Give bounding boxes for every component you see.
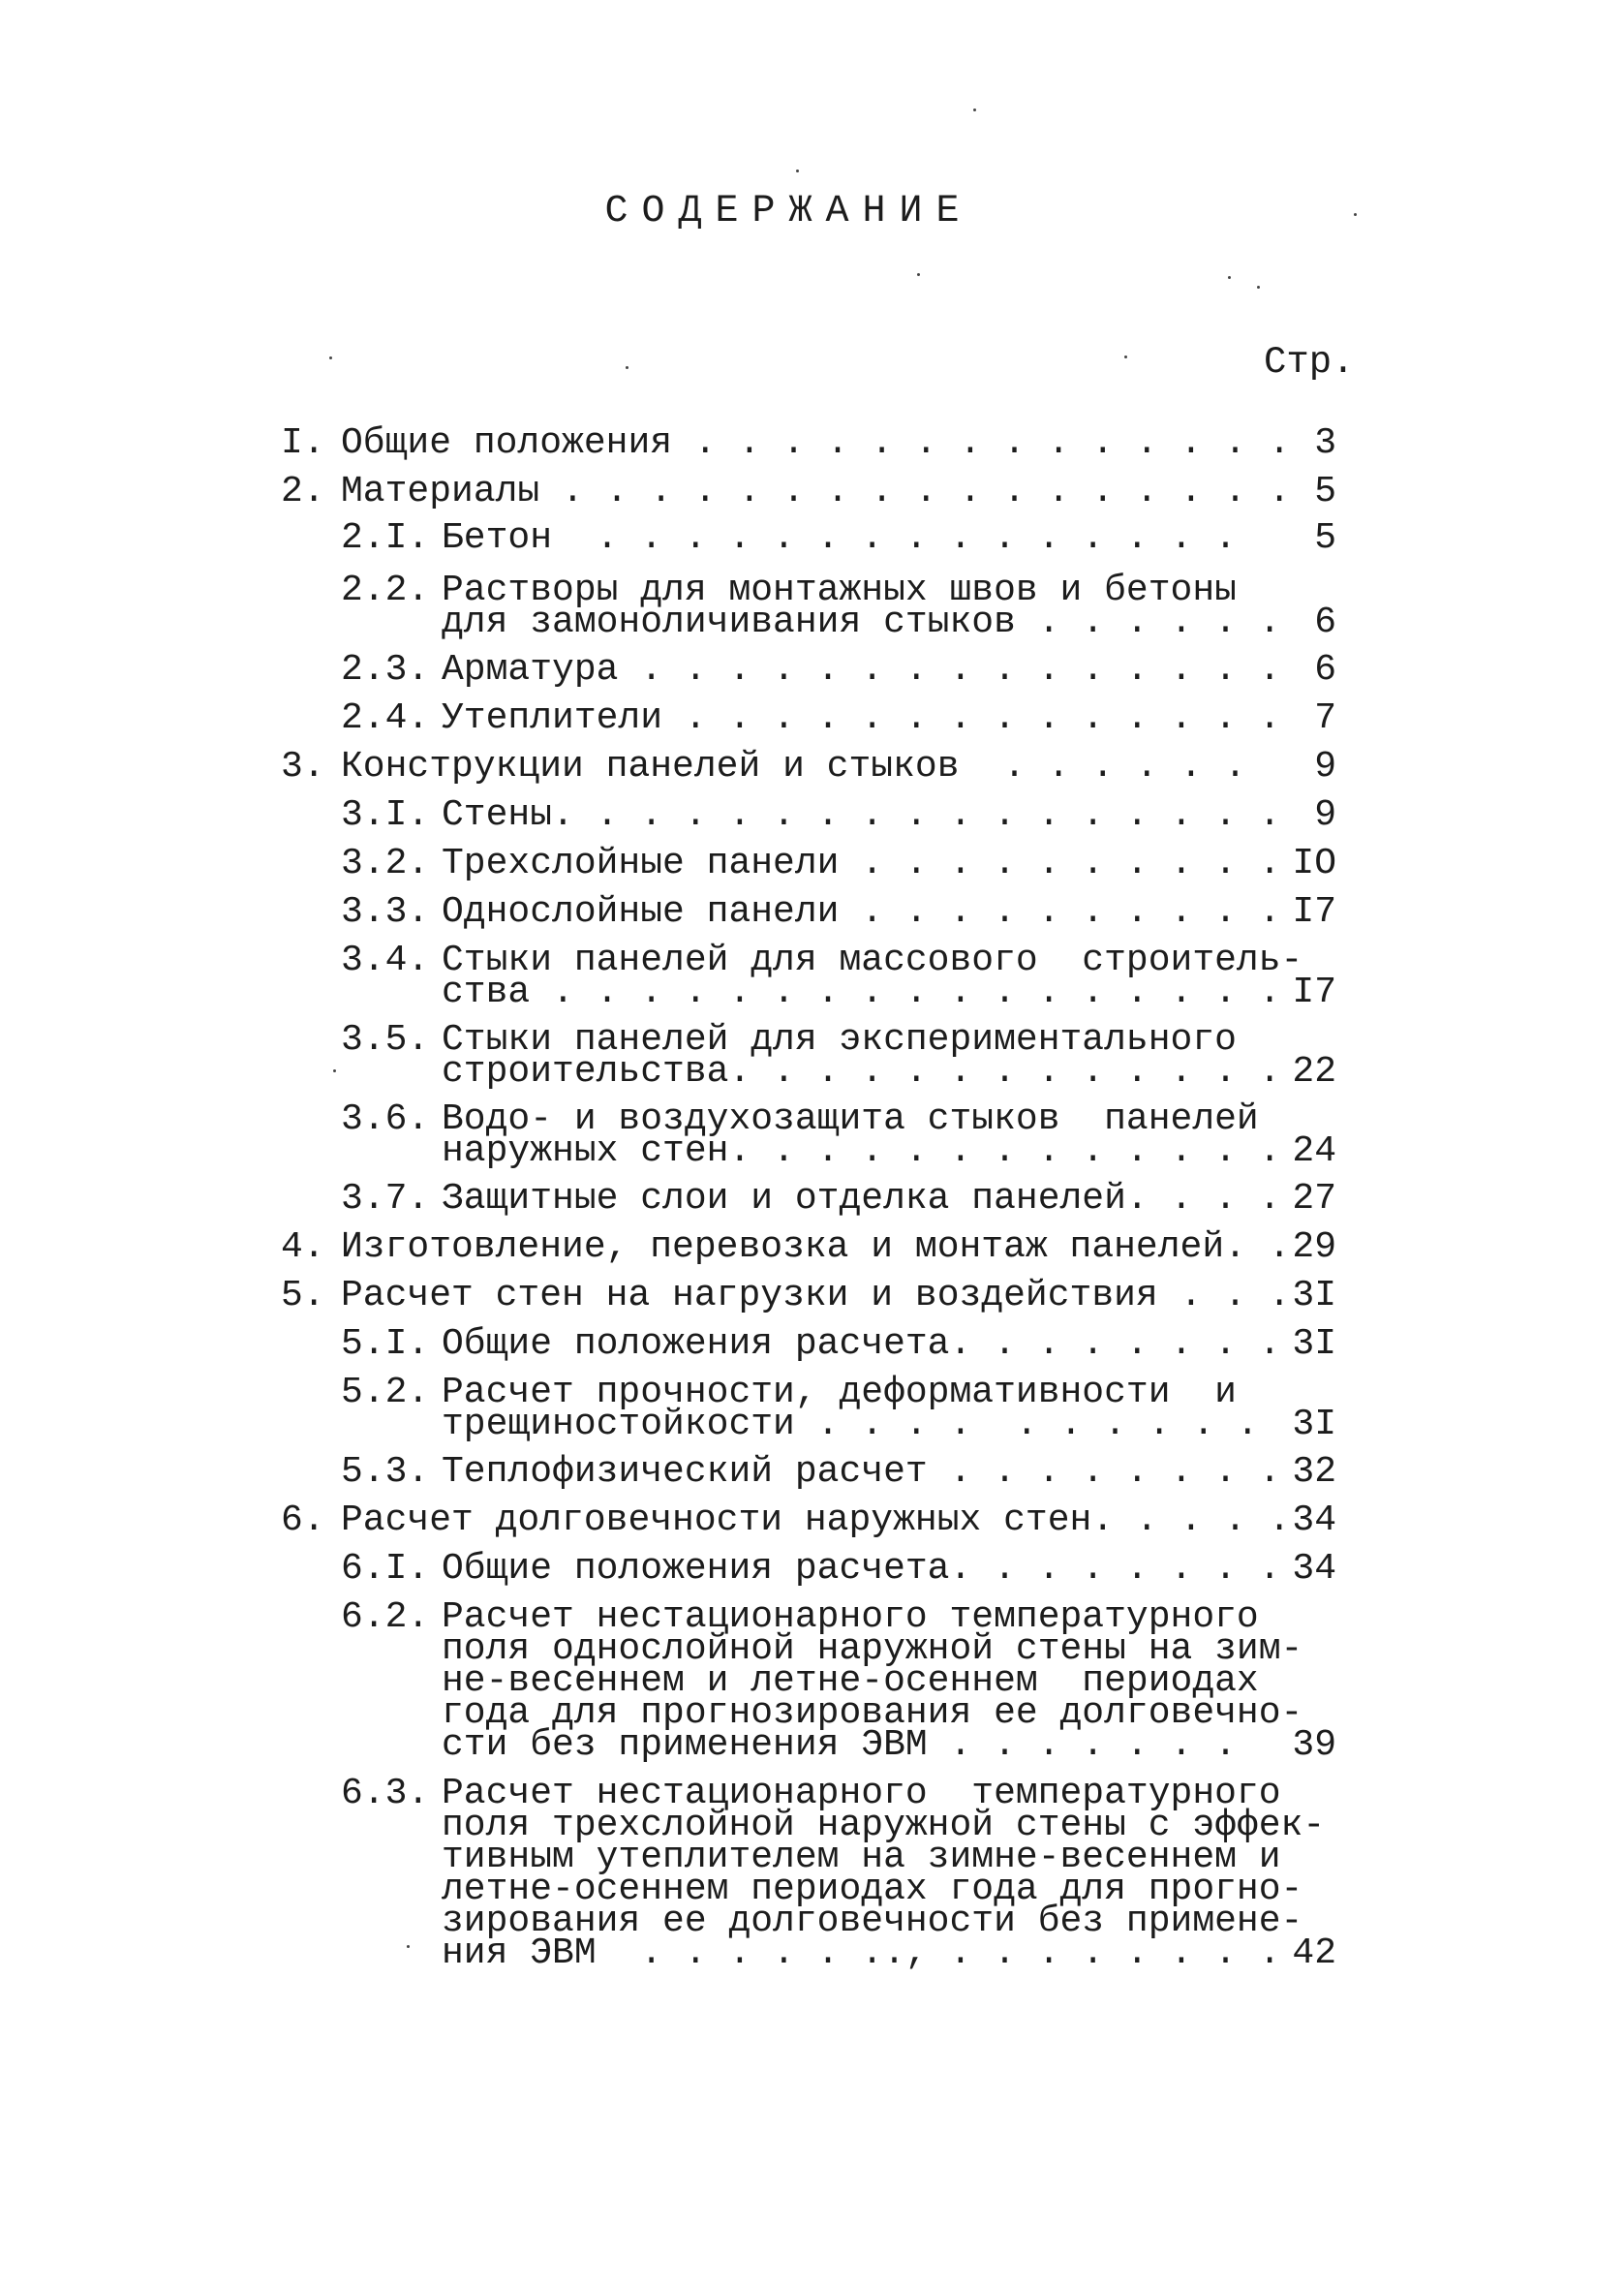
scan-speck <box>1354 213 1357 216</box>
toc-entry-page: 3I <box>1292 1275 1336 1316</box>
toc-entry-title-line: Теплофизический расчет . . . . . . . . <box>442 1451 1281 1493</box>
toc-entry-number: 5.I. <box>341 1323 430 1365</box>
toc-entry-number: 6.2. <box>341 1596 430 1638</box>
toc-entry-title-line: Общие положения . . . . . . . . . . . . . . <box>341 422 1291 464</box>
toc-entry-page: 3I <box>1292 1404 1336 1445</box>
toc-entry-title-line: не-весеннем и летне-осеннем периодах <box>442 1660 1259 1702</box>
toc-entry-title-line: Изготовление, перевозка и монтаж панелей. . <box>341 1226 1291 1268</box>
toc-entry-number: I. <box>281 422 325 464</box>
toc-entry-number: 6.I. <box>341 1548 430 1590</box>
toc-entry-number: 2.2. <box>341 570 430 611</box>
toc-entry-title-line: Растворы для монтажных швов и бетоны <box>442 570 1237 611</box>
scan-speck <box>333 1069 336 1072</box>
toc-entry-title-line: ства . . . . . . . . . . . . . . . . . <box>442 972 1281 1013</box>
toc-entry-page: I7 <box>1292 891 1336 933</box>
toc-entry-page: 6 <box>1314 602 1336 643</box>
toc-entry-page: 34 <box>1292 1548 1336 1590</box>
scan-speck <box>1124 356 1127 358</box>
toc-entry-page: 22 <box>1292 1051 1336 1093</box>
toc-entry-number: 2.4. <box>341 697 430 739</box>
toc-entry-title-line: Водо- и воздухозащита стыков панелей <box>442 1098 1259 1140</box>
toc-entry-number: 5. <box>281 1275 325 1316</box>
toc-entry-title-line: Расчет долговечности наружных стен. . . . . <box>341 1500 1291 1541</box>
toc-entry-page: 24 <box>1292 1130 1336 1172</box>
toc-entry-title-line: Общие положения расчета. . . . . . . . <box>442 1548 1281 1590</box>
scan-speck <box>917 273 920 276</box>
toc-entry-number: 3. <box>281 746 325 788</box>
toc-entry-page: 5 <box>1314 517 1336 559</box>
toc-entry-page: 42 <box>1292 1932 1336 1974</box>
toc-entry-page: 9 <box>1314 794 1336 836</box>
scan-speck <box>626 366 628 369</box>
scan-speck <box>1228 276 1231 279</box>
toc-entry-title-line: Расчет стен на нагрузки и воздействия . . . <box>341 1275 1291 1316</box>
toc-entry-title-line: Материалы . . . . . . . . . . . . . . . . . <box>341 471 1291 512</box>
toc-entry-title-line: поля трехслойной наружной стены с эффек- <box>442 1805 1326 1846</box>
toc-entry-number: 3.I. <box>341 794 430 836</box>
toc-entry-page: 32 <box>1292 1451 1336 1493</box>
toc-entry-title-line: Однослойные панели . . . . . . . . . . <box>442 891 1281 933</box>
toc-entry-title-line: Стыки панелей для экспериментального <box>442 1019 1237 1061</box>
toc-entry-page: I7 <box>1292 972 1336 1013</box>
toc-entry-title-line: Арматура . . . . . . . . . . . . . . . <box>442 649 1281 691</box>
toc-entry-title-line: года для прогнозирования ее долговечно- <box>442 1692 1303 1734</box>
toc-entry-title-line: ния ЭВМ . . . . . .., . . . . . . . . <box>442 1932 1281 1974</box>
toc-entry-number: 4. <box>281 1226 325 1268</box>
toc-entry-title-line: Стены. . . . . . . . . . . . . . . . . <box>442 794 1281 836</box>
toc-entry-title-line: Утеплители . . . . . . . . . . . . . . <box>442 697 1281 739</box>
scan-speck <box>329 356 332 359</box>
toc-entry-page: 27 <box>1292 1178 1336 1220</box>
toc-entry-title-line: для замоноличивания стыков . . . . . . <box>442 602 1281 643</box>
toc-entry-title-line: строительства. . . . . . . . . . . . . <box>442 1051 1281 1093</box>
toc-entry-title-line: Бетон . . . . . . . . . . . . . . . <box>442 517 1237 559</box>
toc-entry-page: 9 <box>1314 746 1336 788</box>
toc-entry-title-line: Расчет нестационарного температурного <box>442 1773 1281 1814</box>
toc-entry-title-line: поля однослойной наружной стены на зим- <box>442 1628 1303 1670</box>
toc-entry-page: 29 <box>1292 1226 1336 1268</box>
toc-entry-title-line: Защитные слои и отделка панелей. . . . <box>442 1178 1281 1220</box>
page-title: СОДЕРЖАНИЕ <box>604 190 973 233</box>
scan-speck <box>973 108 976 111</box>
toc-entry-page: 3 <box>1314 422 1336 464</box>
toc-entry-page: 6 <box>1314 649 1336 691</box>
toc-entry-page: IO <box>1292 843 1336 884</box>
toc-entry-title-line: летне-осеннем периодах года для прогно- <box>442 1869 1303 1910</box>
toc-entry-number: 3.5. <box>341 1019 430 1061</box>
toc-entry-title-line: Общие положения расчета. . . . . . . . <box>442 1323 1281 1365</box>
toc-entry-number: 2.3. <box>341 649 430 691</box>
toc-entry-page: 3I <box>1292 1323 1336 1365</box>
scan-speck <box>407 1945 410 1948</box>
toc-entry-title-line: Стыки панелей для массового строитель- <box>442 940 1303 981</box>
toc-entry-number: 5.3. <box>341 1451 430 1493</box>
toc-entry-number: 6.3. <box>341 1773 430 1814</box>
toc-entry-page: 7 <box>1314 697 1336 739</box>
toc-entry-title-line: сти без применения ЭВМ . . . . . . . <box>442 1724 1237 1766</box>
scan-speck <box>1257 286 1260 289</box>
toc-entry-title-line: Расчет прочности, деформативности и <box>442 1372 1237 1413</box>
toc-entry-number: 3.6. <box>341 1098 430 1140</box>
toc-entry-number: 2. <box>281 471 325 512</box>
toc-entry-number: 3.2. <box>341 843 430 884</box>
toc-entry-page: 5 <box>1314 471 1336 512</box>
toc-entry-number: 3.3. <box>341 891 430 933</box>
toc-entry-title-line: Расчет нестационарного температурного <box>442 1596 1259 1638</box>
toc-entry-title-line: зирования ее долговечности без примене- <box>442 1901 1303 1942</box>
toc-entry-title-line: Конструкции панелей и стыков . . . . . . <box>341 746 1246 788</box>
toc-entry-title-line: наружных стен. . . . . . . . . . . . . <box>442 1130 1281 1172</box>
page-column-label: Стр. <box>1264 341 1355 384</box>
toc-entry-page: 39 <box>1292 1724 1336 1766</box>
toc-entry-title-line: трещиностойкости . . . . . . . . . . <box>442 1404 1259 1445</box>
toc-entry-title-line: тивным утеплителем на зимне-весеннем и <box>442 1837 1281 1878</box>
toc-entry-number: 3.7. <box>341 1178 430 1220</box>
toc-entry-number: 6. <box>281 1500 325 1541</box>
toc-entry-title-line: Трехслойные панели . . . . . . . . . . <box>442 843 1281 884</box>
toc-entry-number: 5.2. <box>341 1372 430 1413</box>
toc-entry-number: 3.4. <box>341 940 430 981</box>
toc-entry-page: 34 <box>1292 1500 1336 1541</box>
scan-speck <box>796 170 799 172</box>
toc-entry-number: 2.I. <box>341 517 430 559</box>
